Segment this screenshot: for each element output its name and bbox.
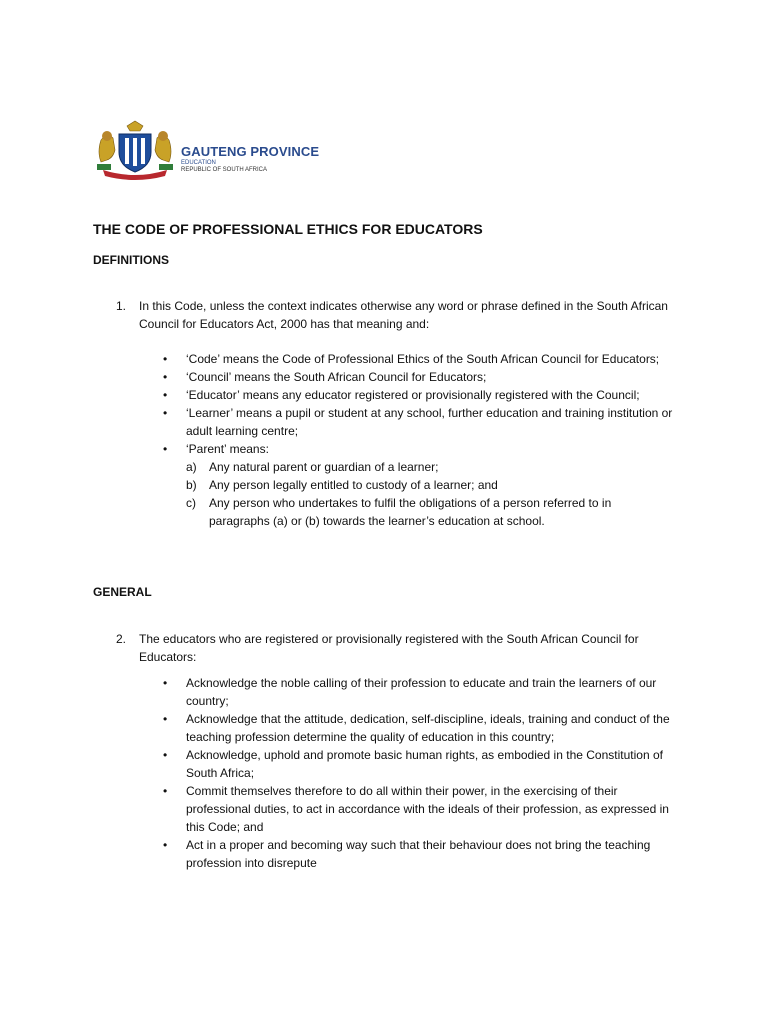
definitions-heading: DEFINITIONS — [93, 253, 170, 267]
gauteng-logo — [95, 120, 335, 180]
list-item — [163, 782, 673, 836]
clause-number: 2. — [116, 632, 127, 646]
sublist-label: c) — [186, 496, 196, 510]
sublist-item — [186, 476, 673, 494]
list-item — [163, 836, 673, 872]
list-item — [163, 674, 673, 710]
list-item — [163, 746, 673, 782]
list-item — [163, 404, 673, 440]
general-list — [163, 674, 673, 872]
list-item-text: ‘Council’ means the South African Council for Educators; — [186, 370, 487, 384]
general-heading: GENERAL — [93, 585, 152, 599]
list-item-text: Acknowledge, uphold and promote basic human rights, as embodied in the Constitution of South Africa; — [186, 748, 663, 780]
list-item-text: ‘Educator’ means any educator registered or provisionally registered with the Council; — [186, 388, 640, 402]
list-item-text: ‘Learner’ means a pupil or student at any school, further education and training institution or adult learning centre; — [186, 406, 673, 438]
sublist-label: b) — [186, 478, 197, 492]
list-item — [163, 440, 673, 530]
clause-2 — [116, 630, 676, 666]
logo-country: REPUBLIC OF SOUTH AFRICA — [181, 167, 268, 173]
bullet-icon: • — [163, 838, 168, 852]
list-item-text: Act in a proper and becoming way such that their behaviour does not bring the teaching profession into disrepute — [186, 838, 651, 870]
bullet-icon: • — [163, 406, 168, 420]
list-item — [163, 368, 673, 386]
bullet-icon: • — [163, 784, 168, 798]
list-item-text: Acknowledge the noble calling of their profession to educate and train the learners of our country; — [186, 676, 657, 708]
list-item — [163, 386, 673, 404]
coat-of-arms-icon — [95, 120, 175, 180]
list-item-text: Commit themselves therefore to do all within their power, in the exercising of their professional duties, to act in accordance with the ideals of their profession, as expressed in this Code; and — [186, 784, 669, 834]
list-item — [163, 710, 673, 746]
bullet-icon: • — [163, 388, 168, 402]
list-item — [163, 350, 673, 368]
list-item-text: ‘Code’ means the Code of Professional Ethics of the South African Council for Educators; — [186, 352, 660, 366]
clause-number: 1. — [116, 299, 127, 313]
sublist-item — [186, 494, 673, 530]
document-title: THE CODE OF PROFESSIONAL ETHICS FOR EDUCATORS — [93, 221, 483, 237]
sublist-text: Any person legally entitled to custody of a learner; and — [209, 478, 498, 492]
list-item-text: ‘Parent’ means: — [186, 442, 269, 456]
sublist-text: Any natural parent or guardian of a learner; — [209, 460, 439, 474]
bullet-icon: • — [163, 748, 168, 762]
definitions-list — [163, 350, 673, 530]
bullet-icon: • — [163, 712, 168, 726]
sublist-text: Any person who undertakes to fulfil the obligations of a person referred to in paragraphs (a) or (b) towards the learner’s education at school. — [209, 496, 612, 528]
clause-1 — [116, 297, 676, 333]
clause-text: In this Code, unless the context indicates otherwise any word or phrase defined in the South African Council for Educators Act, 2000 has that meaning and: — [139, 299, 668, 331]
bullet-icon: • — [163, 442, 168, 456]
logo-department: EDUCATION — [181, 160, 216, 166]
bullet-icon: • — [163, 676, 168, 690]
sublist-label: a) — [186, 460, 197, 474]
logo-province-name: GAUTENG PROVINCE — [181, 144, 320, 159]
sublist-item — [186, 458, 673, 476]
bullet-icon: • — [163, 370, 168, 384]
list-item-text: Acknowledge that the attitude, dedication, self-discipline, ideals, training and conduct of the teaching profession determine the quality of education in this country; — [186, 712, 670, 744]
parent-sublist — [186, 458, 673, 530]
bullet-icon: • — [163, 352, 168, 366]
clause-text: The educators who are registered or provisionally registered with the South African Council for Educators: — [139, 632, 639, 664]
